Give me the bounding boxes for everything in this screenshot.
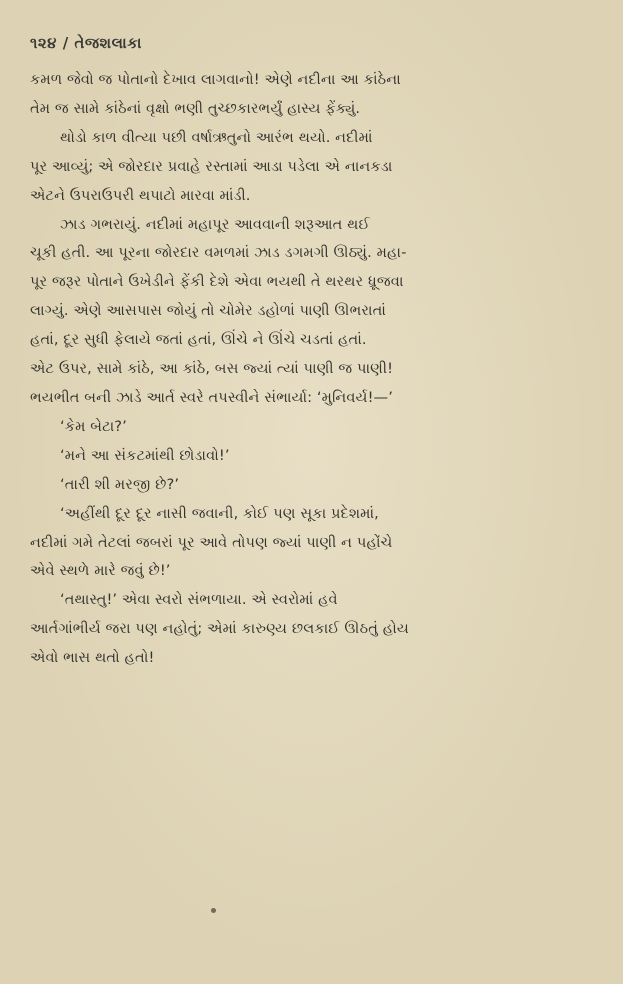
text-line: ‘તથાસ્તુ!’ એવા સ્વરો સંભળાયા. એ સ્વરોમાં હવે <box>60 591 338 609</box>
text-line: નદીમાં ગમે તેટલાં જબરાં પૂર આવે તોપણ જ્યાં પાણી ન પહોંચે <box>30 533 393 551</box>
paragraph <box>30 66 596 124</box>
dialogue-line <box>56 442 596 471</box>
text-line: ‘અહીંથી દૂર દૂર નાસી જવાની, કોઈ પણ સૂકા પ્રદેશમાં, <box>60 504 379 522</box>
text-line: પૂર આવ્યું; એ જોરદાર પ્રવાહે રસ્તામાં આડા પડેલા એ નાનકડા <box>30 157 393 175</box>
text-line: ‘તારી શી મરજી છે?’ <box>60 475 180 493</box>
text-line: લાગ્યું. એણે આસપાસ જોયું તો ચોમેર ડહોળાં પાણી ઊભરાતાં <box>30 302 386 320</box>
book-title: તેજશલાકા <box>74 34 142 52</box>
ink-speck <box>211 908 216 913</box>
text-line: કમળ જેવો જ પોતાનો દેખાવ લાગવાનો! એણે નદીના આ કાંઠેના <box>30 71 401 88</box>
text-line: હતાં, દૂર સુધી ફેલાયે જતાં હતાં, ઊંચે ને ઊંચે ચડતાં હતાં. <box>30 331 367 349</box>
text-line: એવે સ્થળે મારે જવું છે!’ <box>30 562 171 580</box>
text-line: થોડો કાળ વીત્યા પછી વર્ષાઋતુનો આરંભ થયો. નદીમાં <box>60 128 373 146</box>
text-line: તેમ જ સામે કાંઠેનાં વૃક્ષો ભણી તુચ્છકારભર્યું હાસ્ય ફેંક્યું. <box>30 99 361 117</box>
text-line: ‘કેમ બેટા?’ <box>60 417 127 435</box>
paragraph <box>30 211 596 413</box>
page-number: ૧૨૪ <box>30 34 57 52</box>
text-line: એટને ઉપરાઉપરી થપાટો મારવા માંડી. <box>30 186 251 204</box>
text-line: પૂર જરૂર પોતાને ઉખેડીને ફેંકી દેશે એવા ભયથી તે થરથર ધ્રૂજવા <box>30 273 404 291</box>
text-line: આર્તગાંભીર્ય જરા પણ નહોતું; એમાં કારુણ્ય છલકાઈ ઊઠતું હોય <box>30 620 409 638</box>
text-line: ‘મને આ સંકટમાંથી છોડાવો!’ <box>60 446 230 464</box>
paragraph <box>30 124 596 211</box>
text-line: એવો ભાસ થતો હતો! <box>30 649 155 667</box>
paragraph <box>30 586 596 673</box>
dialogue-line <box>56 471 596 500</box>
text-line: એટ ઉપર, સામે કાંઠે, આ કાંઠે, બસ જ્યાં ત્યાં પાણી જ પાણી! <box>30 360 394 378</box>
text-line: ઝાડ ગભરાયું. નદીમાં મહાપૂર આવવાની શરૂઆત થઈ <box>60 215 370 233</box>
dialogue-line <box>56 413 596 442</box>
text-line: ચૂકી હતી. આ પૂરના જોરદાર વમળમાં ઝાડ ડગમગી ઊઠ્યું. મહા- <box>30 244 407 262</box>
page-body <box>30 66 596 673</box>
header-separator: / <box>62 34 69 52</box>
paragraph <box>30 500 596 587</box>
text-line: ભયભીત બની ઝાડે આર્ત સ્વરે તપસ્વીને સંભાર્યા: ‘મુનિવર્ય!—’ <box>30 388 393 406</box>
running-header <box>30 34 142 52</box>
